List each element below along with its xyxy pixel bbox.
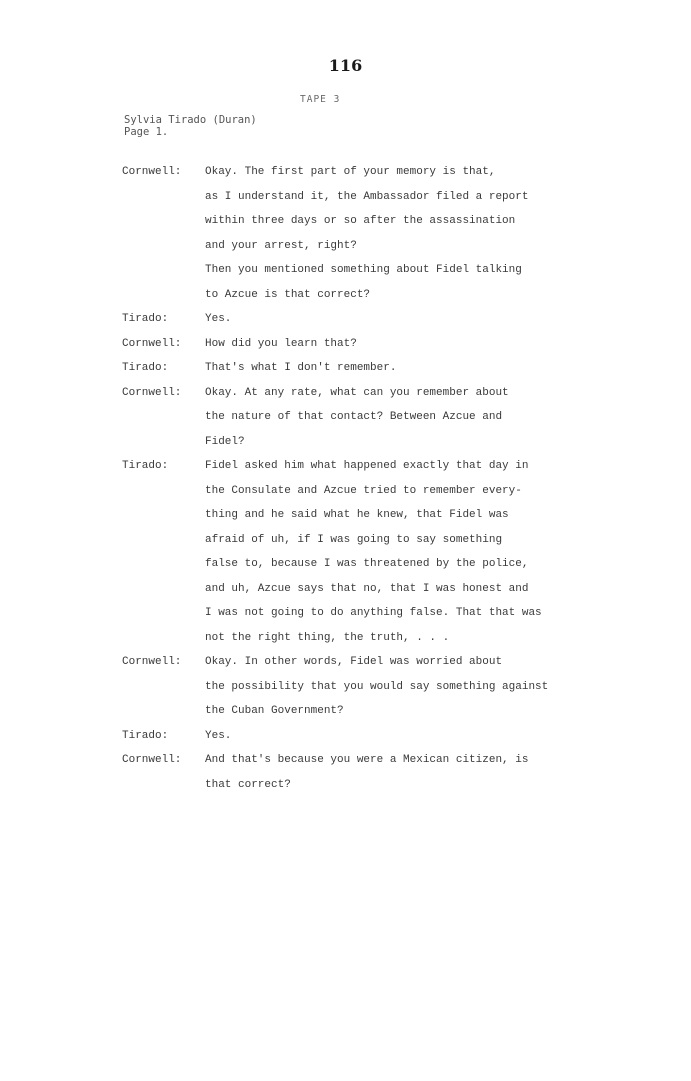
speech-line: Okay. In other words, Fidel was worried about	[205, 656, 503, 668]
speaker-label: Cornwell:	[122, 166, 182, 178]
speech-line: Fidel asked him what happened exactly that day in	[205, 460, 529, 472]
speech-line: false to, because I was threatened by the police,	[205, 558, 529, 570]
speaker-label: Cornwell:	[122, 337, 182, 350]
speaker-label: Tirado:	[122, 460, 169, 472]
transcript-entry	[0, 748, 691, 797]
transcript-entry	[0, 332, 691, 357]
speech-text	[205, 160, 691, 307]
speaker-label: Tirado:	[122, 362, 169, 374]
speech-line: That's what I don't remember.	[205, 362, 397, 374]
speech-line: to Azcue is that correct?	[205, 288, 371, 301]
speech-text	[205, 748, 691, 797]
tape-label: TAPE 3	[300, 94, 341, 105]
speech-text	[205, 381, 691, 455]
speech-line: the possibility that you would say something against	[205, 680, 549, 693]
speech-line: the Cuban Government?	[205, 705, 344, 717]
transcript-entry	[0, 381, 691, 455]
header-subject: Sylvia Tirado (Duran)	[124, 114, 257, 126]
transcript-entry	[0, 307, 691, 332]
speech-line: afraid of uh, if I was going to say something	[205, 533, 503, 546]
speech-line: I was not going to do anything false. That that was	[205, 607, 542, 619]
speech-line: not the right thing, the truth, . . .	[205, 631, 450, 644]
speech-line: Yes.	[205, 313, 232, 325]
speech-line: Okay. At any rate, what can you remember about	[205, 386, 509, 399]
speaker-label: Cornwell:	[122, 754, 182, 766]
speech-text	[205, 307, 691, 332]
speech-line: Fidel?	[205, 435, 245, 448]
speech-line: that correct?	[205, 778, 291, 791]
speech-text	[205, 332, 691, 357]
transcript-entry	[0, 356, 691, 381]
transcript-header	[124, 114, 257, 138]
transcript-entry	[0, 160, 691, 307]
speech-line: Then you mentioned something about Fidel talking	[205, 264, 522, 276]
speech-line: How did you learn that?	[205, 337, 357, 350]
transcript-entry	[0, 454, 691, 650]
speech-line: Yes.	[205, 729, 232, 742]
speech-line: and uh, Azcue says that no, that I was honest and	[205, 582, 529, 595]
speech-line: Okay. The first part of your memory is that,	[205, 166, 496, 178]
speaker-label: Cornwell:	[122, 656, 182, 668]
speech-text	[205, 356, 691, 381]
speech-line: within three days or so after the assassination	[205, 215, 516, 227]
speech-text	[205, 724, 691, 749]
speech-text	[205, 454, 691, 650]
speech-line: thing and he said what he knew, that Fidel was	[205, 509, 509, 521]
speaker-label: Cornwell:	[122, 386, 182, 399]
speech-line: the nature of that contact? Between Azcue and	[205, 411, 503, 423]
speech-line: and your arrest, right?	[205, 239, 357, 252]
speech-line: And that's because you were a Mexican citizen, is	[205, 754, 529, 766]
speech-line: as I understand it, the Ambassador filed a report	[205, 190, 529, 203]
speaker-label: Tirado:	[122, 729, 169, 742]
speech-line: the Consulate and Azcue tried to remember every-	[205, 484, 522, 497]
transcript-entry	[0, 650, 691, 724]
speaker-label: Tirado:	[122, 313, 169, 325]
transcript-body	[0, 160, 691, 797]
page-number: 116	[328, 56, 363, 75]
speech-text	[205, 650, 691, 724]
transcript-entry	[0, 724, 691, 749]
header-page: Page 1.	[124, 126, 169, 138]
